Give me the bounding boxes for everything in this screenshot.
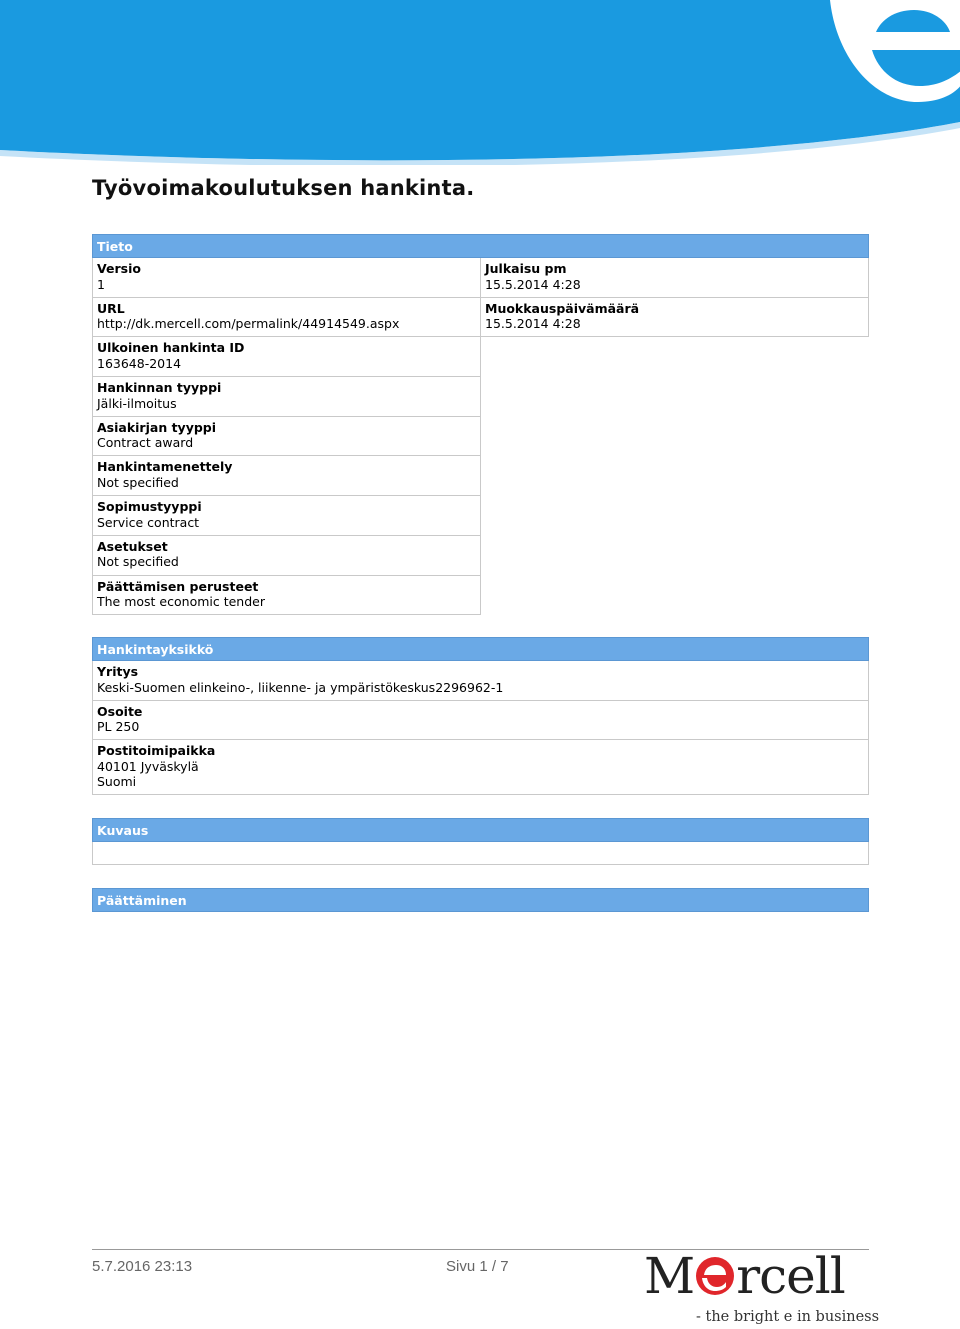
logo-letter-m: M xyxy=(644,1247,695,1305)
field-value: Keski-Suomen elinkeino-, liikenne- ja ympäristökeskus2296962-1 xyxy=(97,679,504,695)
field-url xyxy=(92,298,481,338)
logo-e-icon xyxy=(695,1250,735,1290)
field-procurement-type xyxy=(92,377,481,417)
page-title: Työvoimakoulutuksen hankinta. xyxy=(92,176,475,200)
paattaminen-section xyxy=(92,888,869,912)
banner-graphic xyxy=(0,0,960,165)
field-value: 163648-2014 xyxy=(97,355,182,371)
field-address xyxy=(92,701,869,741)
field-company xyxy=(92,661,869,701)
field-value: Not specified xyxy=(97,554,179,570)
field-label: Asetukset xyxy=(97,538,168,554)
field-label: Yritys xyxy=(97,664,139,679)
field-value: Service contract xyxy=(97,514,200,530)
field-label: Ulkoinen hankinta ID xyxy=(97,340,245,356)
field-value: The most economic tender xyxy=(97,594,265,609)
field-award-criteria xyxy=(92,576,481,616)
tieto-right-column xyxy=(481,258,869,615)
field-value: 1 xyxy=(97,276,105,292)
field-value: Contract award xyxy=(97,435,194,451)
field-label: Osoite xyxy=(97,703,143,719)
kuvaus-body xyxy=(92,842,869,865)
footer-date: 5.7.2016 23:13 xyxy=(92,1258,193,1275)
field-postal xyxy=(92,740,869,795)
field-label: Julkaisu pm xyxy=(485,261,567,276)
kuvaus-section xyxy=(92,818,869,865)
field-regulations xyxy=(92,536,481,576)
field-label: Hankinnan tyyppi xyxy=(97,380,222,396)
mercell-logo xyxy=(644,1247,880,1329)
logo-letters-rcell: rcell xyxy=(736,1247,845,1305)
field-published xyxy=(481,258,869,298)
field-label: Sopimustyyppi xyxy=(97,499,202,515)
field-label: Päättämisen perusteet xyxy=(97,578,259,594)
logo-wordmark xyxy=(644,1247,845,1305)
page-indicator: Sivu 1 / 7 xyxy=(446,1258,509,1275)
field-external-id xyxy=(92,337,481,377)
field-value: 40101 Jyväskylä xyxy=(97,758,199,774)
tieto-section xyxy=(92,234,869,615)
tieto-header: Tieto xyxy=(92,234,869,258)
field-modified xyxy=(481,298,869,338)
hankintayksikko-section xyxy=(92,637,869,795)
hankintayksikko-header: Hankintayksikkö xyxy=(92,637,869,661)
permalink-link[interactable]: http://dk.mercell.com/permalink/44914549.aspx xyxy=(97,316,400,332)
field-value: Jälki-ilmoitus xyxy=(97,395,177,411)
paattaminen-header: Päättäminen xyxy=(92,888,869,912)
field-versio xyxy=(92,258,481,298)
field-label: Asiakirjan tyyppi xyxy=(97,419,217,435)
field-procedure xyxy=(92,456,481,496)
kuvaus-header: Kuvaus xyxy=(92,818,869,842)
field-label: Postitoimipaikka xyxy=(97,743,216,759)
field-document-type xyxy=(92,417,481,457)
field-value: PL 250 xyxy=(97,719,140,735)
field-contract-type xyxy=(92,496,481,536)
header-banner xyxy=(0,0,960,165)
field-label: Hankintamenettely xyxy=(97,459,233,475)
field-label: Versio xyxy=(97,261,141,276)
field-value: Not specified xyxy=(97,474,179,490)
tieto-left-column xyxy=(92,258,481,615)
field-value: 15.5.2014 4:28 xyxy=(485,276,581,292)
field-label: Muokkauspäivämäärä xyxy=(485,300,640,316)
logo-tagline: - the bright e in business xyxy=(696,1309,880,1325)
field-value: 15.5.2014 4:28 xyxy=(485,316,581,332)
field-label: URL xyxy=(97,300,125,316)
field-value: Suomi xyxy=(97,774,137,790)
